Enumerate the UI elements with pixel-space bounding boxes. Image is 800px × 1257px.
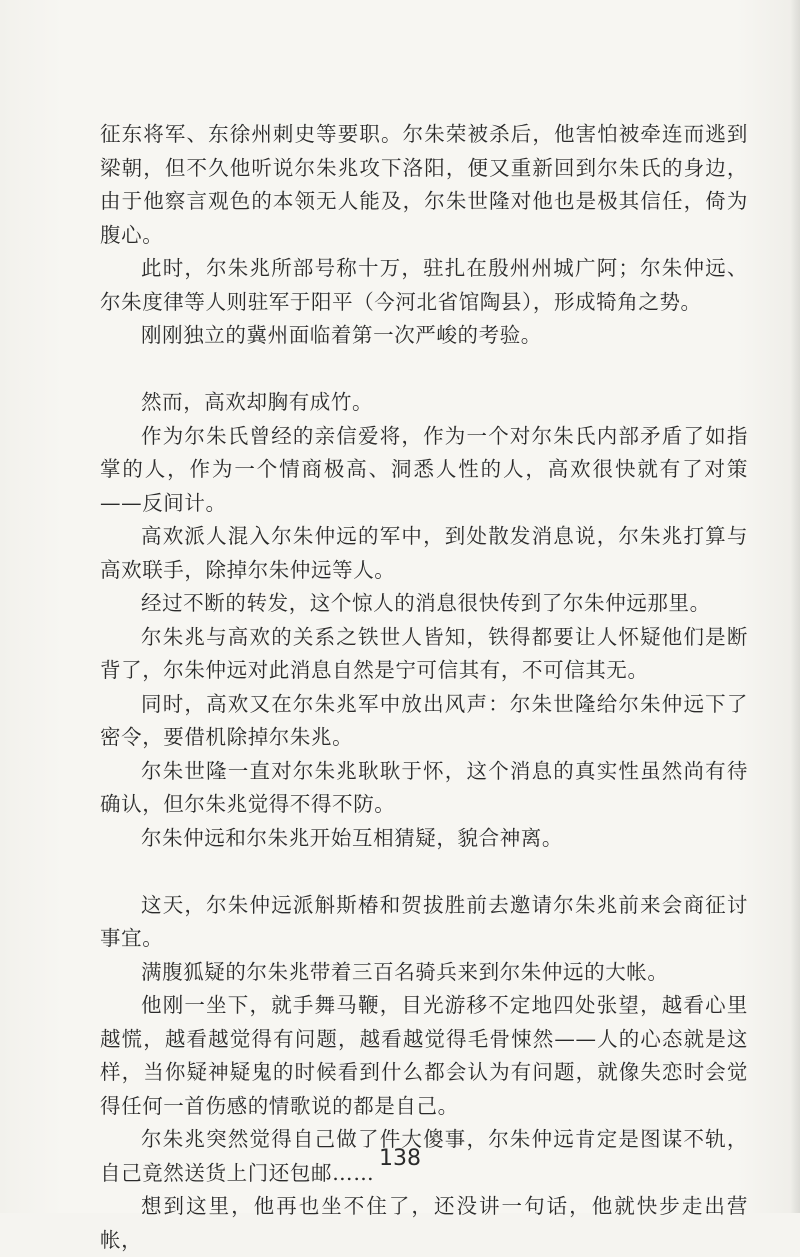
paragraph: 高欢派人混入尔朱仲远的军中，到处散发消息说，尔朱兆打算与高欢联手，除掉尔朱仲远等人。 — [100, 524, 748, 582]
paragraph: 尔朱仲远和尔朱兆开始互相猜疑，貌合神离。 — [141, 825, 563, 850]
paragraph: 想到这里，他再也坐不住了，还没讲一句话，他就快步走出营帐， — [100, 1194, 748, 1252]
paragraph: 同时，高欢又在尔朱兆军中放出风声：尔朱世隆给尔朱仲远下了密令，要借机除掉尔朱兆。 — [100, 691, 748, 749]
page-number: 138 — [379, 1146, 421, 1171]
paragraph: 尔朱兆与高欢的关系之铁世人皆知，铁得都要让人怀疑他们是断背了，尔朱仲远对此消息自然是宁可信其有，不可信其无。 — [100, 624, 748, 682]
paragraph: 满腹狐疑的尔朱兆带着三百名骑兵来到尔朱仲远的大帐。 — [141, 959, 669, 984]
paragraph: 刚刚独立的冀州面临着第一次严峻的考验。 — [141, 323, 542, 347]
body-text — [100, 118, 748, 1257]
paragraph-continued: 征东将军、东徐州刺史等要职。尔朱荣被杀后，他害怕被牵连而逃到梁朝，但不久他听说尔朱兆攻下洛阳，便又重新回到尔朱氏的身边，由于他察言观色的本领无人能及，尔朱世隆对他也是极其信任，倚为腹心。 — [100, 122, 748, 247]
page-binding-edge — [790, 0, 800, 1213]
paragraph: 经过不断的转发，这个惊人的消息很快传到了尔朱仲远那里。 — [141, 591, 711, 615]
paragraph: 这天，尔朱仲远派斛斯椿和贺拔胜前去邀请尔朱兆前来会商征讨事宜。 — [100, 892, 748, 950]
paragraph: 尔朱世隆一直对尔朱兆耿耿于怀，这个消息的真实性虽然尚有待确认，但尔朱兆觉得不得不防。 — [100, 758, 748, 816]
paragraph: 作为尔朱氏曾经的亲信爱将，作为一个对尔朱氏内部矛盾了如指掌的人，作为一个情商极高、洞悉人性的人，高欢很快就有了对策——反间计。 — [100, 423, 748, 515]
section-gap — [100, 353, 748, 387]
paragraph: 尔朱兆突然觉得自己做了件大傻事，尔朱仲远肯定是图谋不轨，自己竟然送货上门还包邮…… — [100, 1127, 748, 1185]
section-gap — [100, 855, 748, 889]
paragraph: 他刚一坐下，就手舞马鞭，目光游移不定地四处张望，越看心里越慌，越看越觉得有问题，越看越觉得毛骨悚然——人的心态就是这样，当你疑神疑鬼的时候看到什么都会认为有问题，就像失恋时会觉得任何一首伤感的情歌说的都是自己。 — [100, 993, 748, 1118]
paragraph: 然而，高欢却胸有成竹。 — [141, 390, 374, 414]
paragraph: 此时，尔朱兆所部号称十万，驻扎在殷州州城广阿；尔朱仲远、尔朱度律等人则驻军于阳平（今河北省馆陶县），形成犄角之势。 — [100, 256, 748, 314]
